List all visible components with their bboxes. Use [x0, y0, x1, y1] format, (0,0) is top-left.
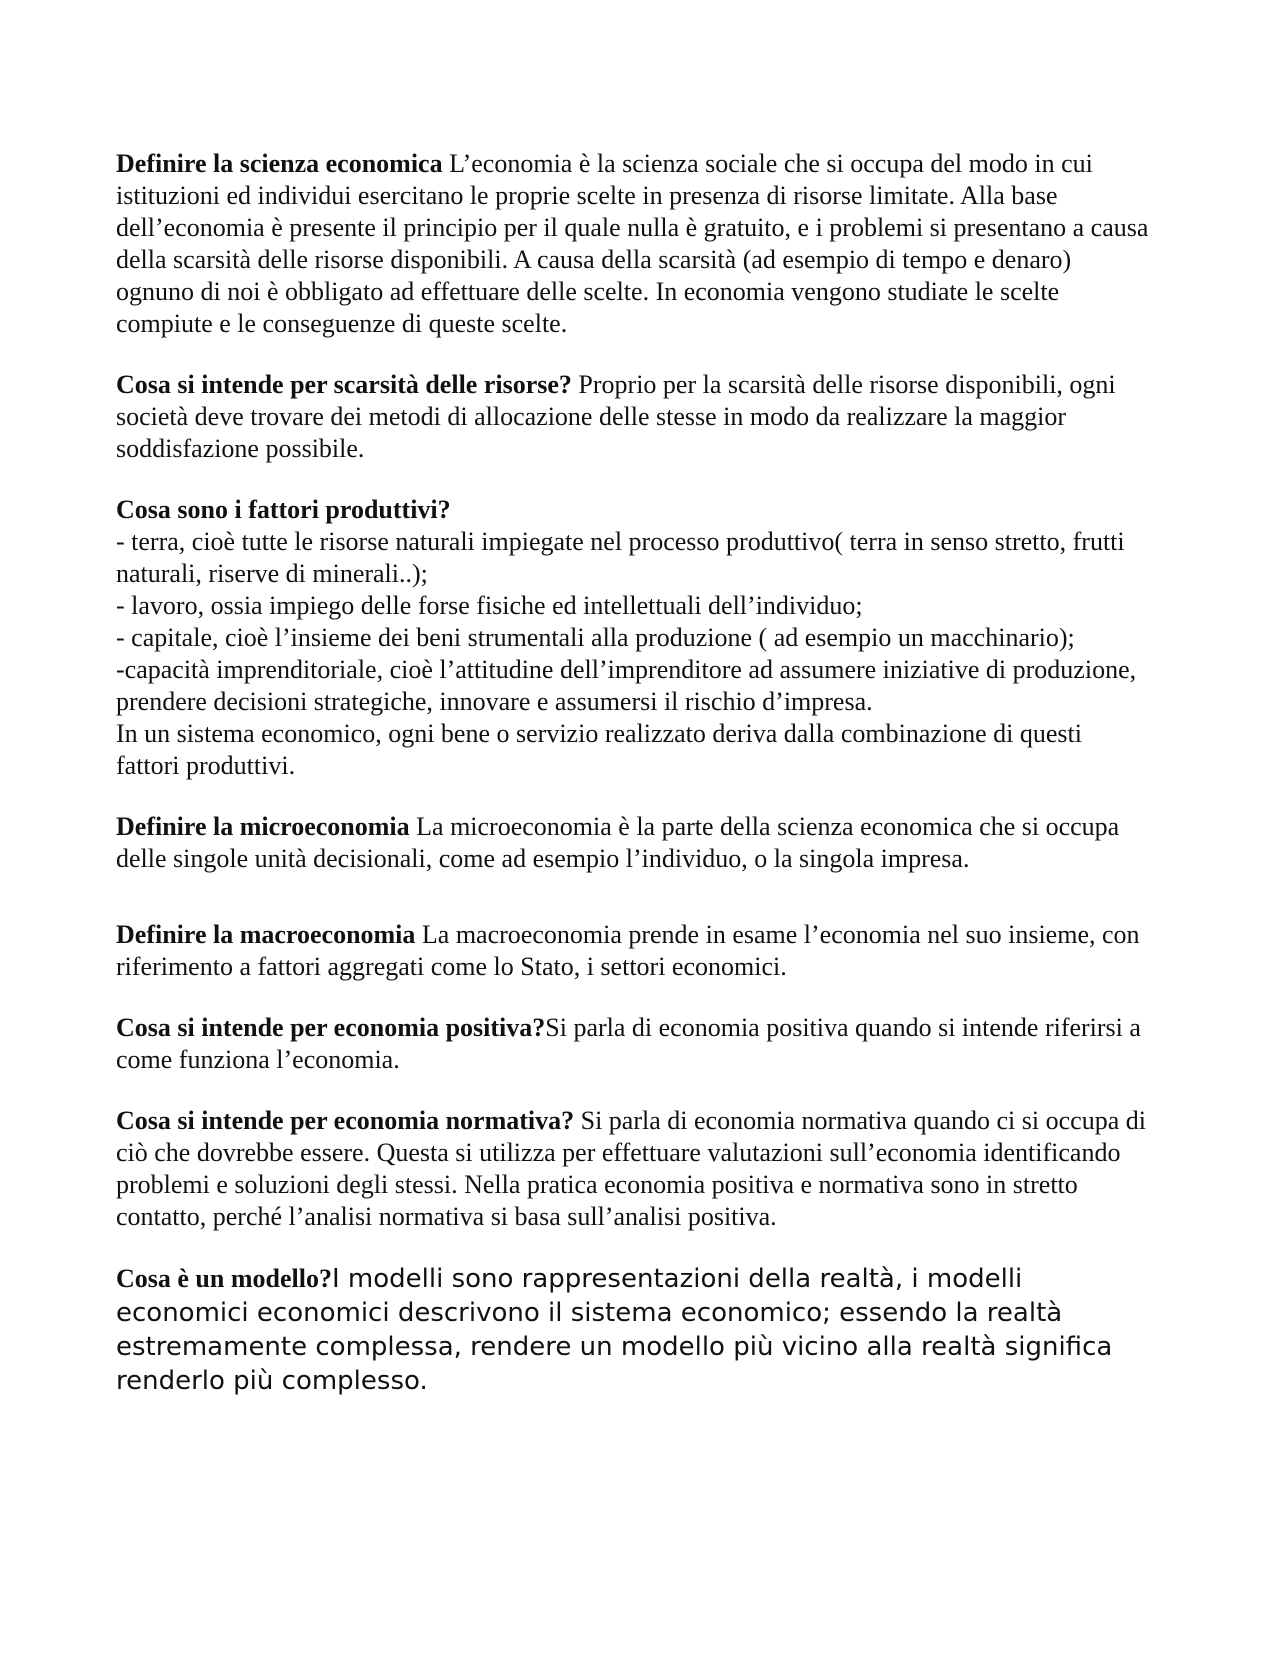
- answer-text: I modelli sono rappresentazioni della realtà, i modelli economici economici descrivono il sistema economico; essendo la realtà estremamente complessa, rendere un modello più vicino alla realtà significa renderlo più complesso.: [116, 1264, 1113, 1396]
- list-item: In un sistema economico, ogni bene o servizio realizzato deriva dalla combinazione di questi fattori produttivi.: [116, 719, 1082, 780]
- answer-text: Si parla di economia positiva quando si intende riferirsi a come funziona l’economia.: [116, 1013, 1141, 1074]
- section-scarsita-risorse: [116, 369, 1150, 465]
- answer-text: La macroeconomia prende in esame l’economia nel suo insieme, con riferimento a fattori aggregati come lo Stato, i settori economici.: [116, 920, 1140, 981]
- list-item: - capitale, cioè l’insieme dei beni strumentali alla produzione ( ad esempio un macchinario);: [116, 623, 1075, 652]
- section-economia-positiva: [116, 1012, 1150, 1076]
- list-item: -capacità imprenditoriale, cioè l’attitudine dell’imprenditore ad assumere iniziative di produzione, prendere decisioni strategiche, innovare e assumersi il rischio d’impresa.: [116, 655, 1137, 716]
- section-scienza-economica: [116, 148, 1150, 340]
- answer-text: Proprio per la scarsità delle risorse disponibili, ogni società deve trovare dei metodi di allocazione delle stesse in modo da realizzare la maggior soddisfazione possibile.: [116, 370, 1116, 463]
- list-item: - lavoro, ossia impiego delle forse fisiche ed intellettuali dell’individuo;: [116, 591, 863, 620]
- answer-text: La microeconomia è la parte della scienza economica che si occupa delle singole unità decisionali, come ad esempio l’individuo, o la singola impresa.: [116, 812, 1120, 873]
- section-microeconomia: [116, 811, 1150, 875]
- question-heading: Cosa si intende per economia normativa?: [116, 1106, 575, 1135]
- question-heading: Definire la macroeconomia: [116, 920, 416, 949]
- question-heading: Cosa si intende per scarsità delle risorse?: [116, 370, 572, 399]
- section-economia-normativa: [116, 1105, 1150, 1233]
- section-macroeconomia: [116, 919, 1150, 983]
- question-heading: Cosa sono i fattori produttivi?: [116, 495, 451, 524]
- question-heading: Definire la scienza economica: [116, 149, 443, 178]
- section-modello: [116, 1262, 1150, 1398]
- question-heading: Cosa si intende per economia positiva?: [116, 1013, 546, 1042]
- section-fattori-produttivi: [116, 494, 1150, 782]
- answer-text: Si parla di economia normativa quando ci si occupa di ciò che dovrebbe essere. Questa si utilizza per effettuare valutazioni sull’economia identificando problemi e soluzioni degli stessi. Nella pratica economia positiva e normativa sono in stretto contatto, perché l’analisi normativa si basa sull’analisi positiva.: [116, 1106, 1146, 1231]
- question-heading: Definire la microeconomia: [116, 812, 410, 841]
- question-heading: Cosa è un modello?: [116, 1264, 332, 1293]
- list-item: - terra, cioè tutte le risorse naturali impiegate nel processo produttivo( terra in senso stretto, frutti naturali, riserve di minerali..);: [116, 527, 1125, 588]
- answer-text: L’economia è la scienza sociale che si occupa del modo in cui istituzioni ed individui esercitano le proprie scelte in presenza di risorse limitate. Alla base dell’economia è presente il principio per il quale nulla è gratuito, e i problemi si presentano a causa della scarsità delle risorse disponibili. A causa della scarsità (ad esempio di tempo e denaro) ognuno di noi è obbligato ad effettuare delle scelte. In economia vengono studiate le scelte compiute e le conseguenze di queste scelte.: [116, 149, 1149, 338]
